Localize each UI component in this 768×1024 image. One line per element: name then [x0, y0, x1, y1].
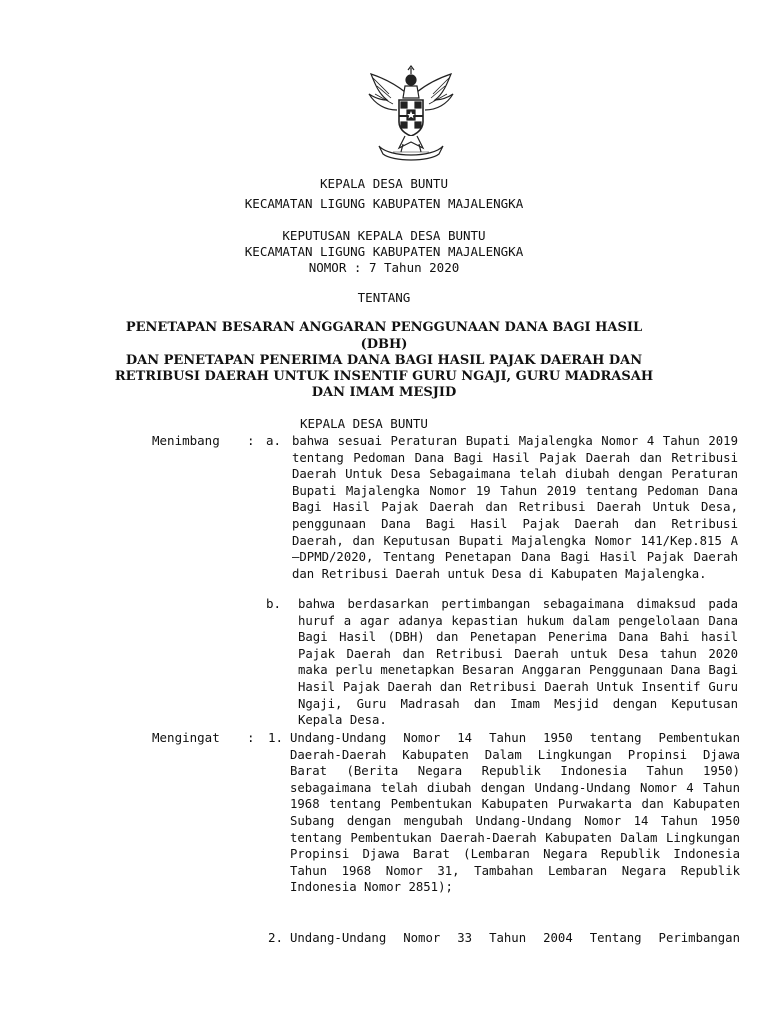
title-line-2: (DBH): [360, 337, 408, 352]
header-line-2: KECAMATAN LIGUNG KABUPATEN MAJALENGKA: [244, 196, 524, 211]
mengingat-item-2-text: Undang-Undang Nomor 33 Tahun 2004 Tentang Perimbangan: [290, 931, 740, 945]
mengingat-label: Mengingat: [152, 730, 220, 745]
menimbang-item-a-text: bahwa sesuai Peraturan Bupati Majalengka Nomor 4 Tahun 2019 tentang Pedoman Dana Bagi Hasil Pajak Daerah dan Retribusi Daerah Untuk Desa Sebagaimana telah diubah dengan Peraturan Bupati Majalengka Nomor 19 Tahun 2019 tentang Pedoman Dana Bagi Hasil Pajak Daerah dan Retribusi Daerah Untuk Desa, penggunaan Dana Bagi Hasil Pajak Daerah dan Retribusi Daerah, dan Keputusan Bupati Majalengka Nomor 141/Kep.815 A –DPMD/2020, Tentang Penetapan Dana Bagi Hasil Pajak Daerah dan Retribusi Daerah untuk Desa di Kabupaten Majalengka.: [292, 434, 738, 581]
title-line-1: PENETAPAN BESARAN ANGGARAN PENGGUNAAN DANA BAGI HASIL: [125, 320, 643, 335]
mengingat-item-2-marker: 2.: [268, 930, 284, 945]
garuda-emblem-icon: [365, 64, 457, 162]
decree-number: NOMOR : 7 Tahun 2020: [308, 260, 460, 275]
about-heading: TENTANG: [357, 290, 411, 305]
header-line-1: KEPALA DESA BUNTU: [320, 176, 448, 191]
decree-line-2: KECAMATAN LIGUNG KABUPATEN MAJALENGKA: [244, 244, 524, 259]
mengingat-item-1-text: Undang-Undang Nomor 14 Tahun 1950 tentang Pembentukan Daerah-Daerah Kabupaten Dalam Lingkungan Propinsi Djawa Barat (Berita Negara Republik Indonesia Tahun 1950) sebagaimana telah diubah dengan Undang-Undang Nomor 4 Tahun 1968 tentang Pembentukan Kabupaten Purwakarta dan Kabupaten Subang dengan mengubah Undang-Undang Nomor 14 Tahun 1950 tentang Pembentukan Daerah-Daerah Kabupaten Dalam Lingkungan Propinsi Djawa Barat (Lembaran Negara Republik Indonesia Tahun 1968 Nomor 31, Tambahan Lembaran Negara Republik Indonesia Nomor 2851);: [290, 731, 740, 895]
title-line-4: RETRIBUSI DAERAH UNTUK INSENTIF GURU NGAJI, GURU MADRASAH: [114, 369, 654, 384]
menimbang-label: Menimbang: [152, 433, 220, 448]
menimbang-item-b-marker: b.: [266, 596, 282, 611]
menimbang-colon: :: [247, 433, 255, 448]
title-line-3: DAN PENETAPAN PENERIMA DANA BAGI HASIL PAJAK DAERAH DAN: [125, 353, 643, 368]
mengingat-item-1-marker: 1.: [268, 730, 284, 745]
decree-line-1: KEPUTUSAN KEPALA DESA BUNTU: [282, 228, 486, 243]
issuer-title: KEPALA DESA BUNTU: [300, 416, 428, 431]
menimbang-item-b-text: bahwa berdasarkan pertimbangan sebagaimana dimaksud pada huruf a agar adanya kepastian hukum dalam pengelolaan Dana Bagi Hasil (DBH) dan Penetapan Penerima Dana Bahi hasil Pajak Daerah dan Retribusi Daerah untuk Desa tahun 2020 maka perlu menetapkan Besaran Anggaran Penggunaan Dana Bagi Hasil Pajak Daerah dan Retribusi Daerah Untuk Insentif Guru Ngaji, Guru Madrasah dan Imam Mesjid dengan Keputusan Kepala Desa.: [298, 597, 738, 728]
mengingat-colon: :: [247, 730, 255, 745]
menimbang-item-a-marker: a.: [266, 433, 282, 448]
title-line-5: DAN IMAM MESJID: [311, 385, 457, 400]
